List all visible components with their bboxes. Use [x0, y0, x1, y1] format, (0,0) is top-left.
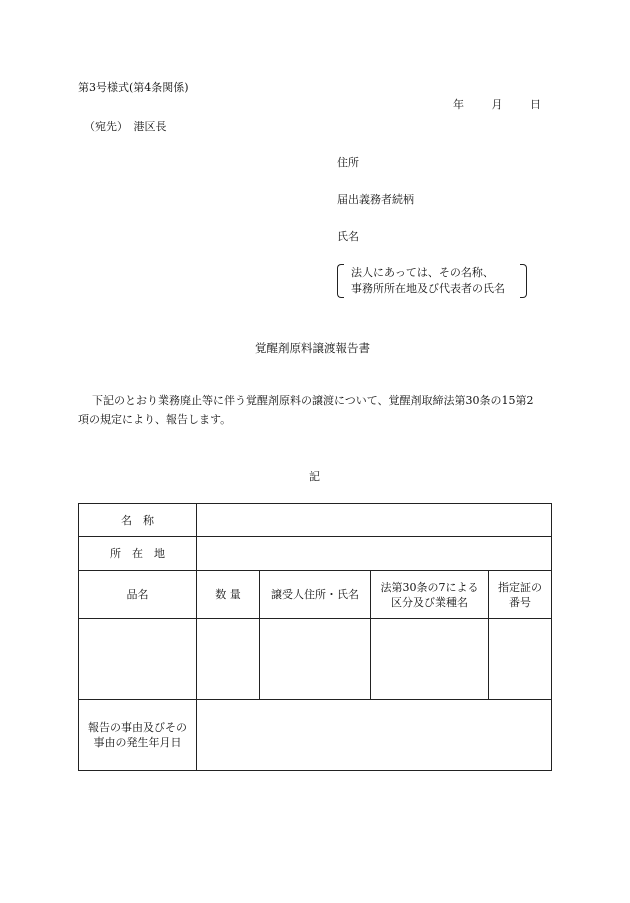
name-label-cell: [79, 504, 197, 537]
header-license-line2: 番号: [509, 595, 531, 609]
header-recipient: [260, 571, 371, 619]
document-title: 覚醒剤原料譲渡報告書: [255, 341, 370, 355]
addressee: （宛先） 港区長: [84, 120, 167, 133]
table-data-row: [79, 619, 552, 700]
business-type-label: 届出義務者続柄: [337, 193, 414, 206]
location-value-cell[interactable]: [197, 537, 552, 571]
name-label: 氏名: [337, 230, 359, 243]
address-label: 住所: [337, 156, 359, 169]
name-value-cell[interactable]: [197, 504, 552, 537]
date-line: [453, 98, 541, 112]
date-month: 月: [491, 98, 503, 111]
reason-value-cell[interactable]: [197, 700, 552, 771]
license-cell[interactable]: [489, 619, 552, 700]
category-cell[interactable]: [371, 619, 489, 700]
header-category-line1: 法第30条の7による: [380, 580, 479, 594]
header-recipient-label: 譲受人住所・氏名: [271, 588, 359, 601]
reason-label-line2: 事由の発生年月日: [93, 736, 182, 749]
recipient-cell[interactable]: [260, 619, 371, 700]
corporate-note: [351, 265, 505, 297]
header-category: [371, 571, 489, 619]
header-quantity-label: 数 量: [215, 588, 241, 601]
corporate-note-bracket: [337, 264, 527, 300]
table-location-label: 所 在 地: [110, 547, 165, 560]
table-row-location: [79, 537, 552, 571]
date-year: 年: [453, 98, 464, 111]
left-bracket: [337, 264, 344, 298]
ki-heading: 記: [309, 470, 320, 483]
corporate-note-line1: 法人にあっては、その名称、: [351, 266, 494, 279]
table-header-row: [79, 571, 552, 619]
header-quantity: [197, 571, 260, 619]
date-day: 日: [530, 98, 541, 111]
corporate-note-line2: 事務所所在地及び代表者の氏名: [351, 282, 505, 295]
body-line1: 下記のとおり業務廃止等に伴う覚醒剤原料の譲渡について、覚醒剤取締法第30条の15第2: [92, 394, 534, 407]
header-license-line1: 指定証の: [498, 580, 542, 594]
location-label-cell: [79, 537, 197, 571]
header-license: [489, 571, 552, 619]
table-row-reason: [79, 700, 552, 771]
item-cell[interactable]: [79, 619, 197, 700]
header-item: [79, 571, 197, 619]
right-bracket: [520, 264, 527, 298]
table-name-label: 名 称: [121, 513, 154, 527]
form-number: 第3号様式(第4条関係): [78, 81, 189, 94]
reason-label-cell: [79, 700, 197, 771]
table-row-name: [79, 504, 552, 537]
body-line2: 項の規定により、報告します。: [78, 413, 232, 426]
quantity-cell[interactable]: [197, 619, 260, 700]
reason-label-line1: 報告の事由及びその: [88, 721, 187, 734]
report-table: [78, 503, 552, 771]
header-item-label: 品名: [126, 588, 149, 601]
header-category-line2: 区分及び業種名: [391, 595, 468, 609]
